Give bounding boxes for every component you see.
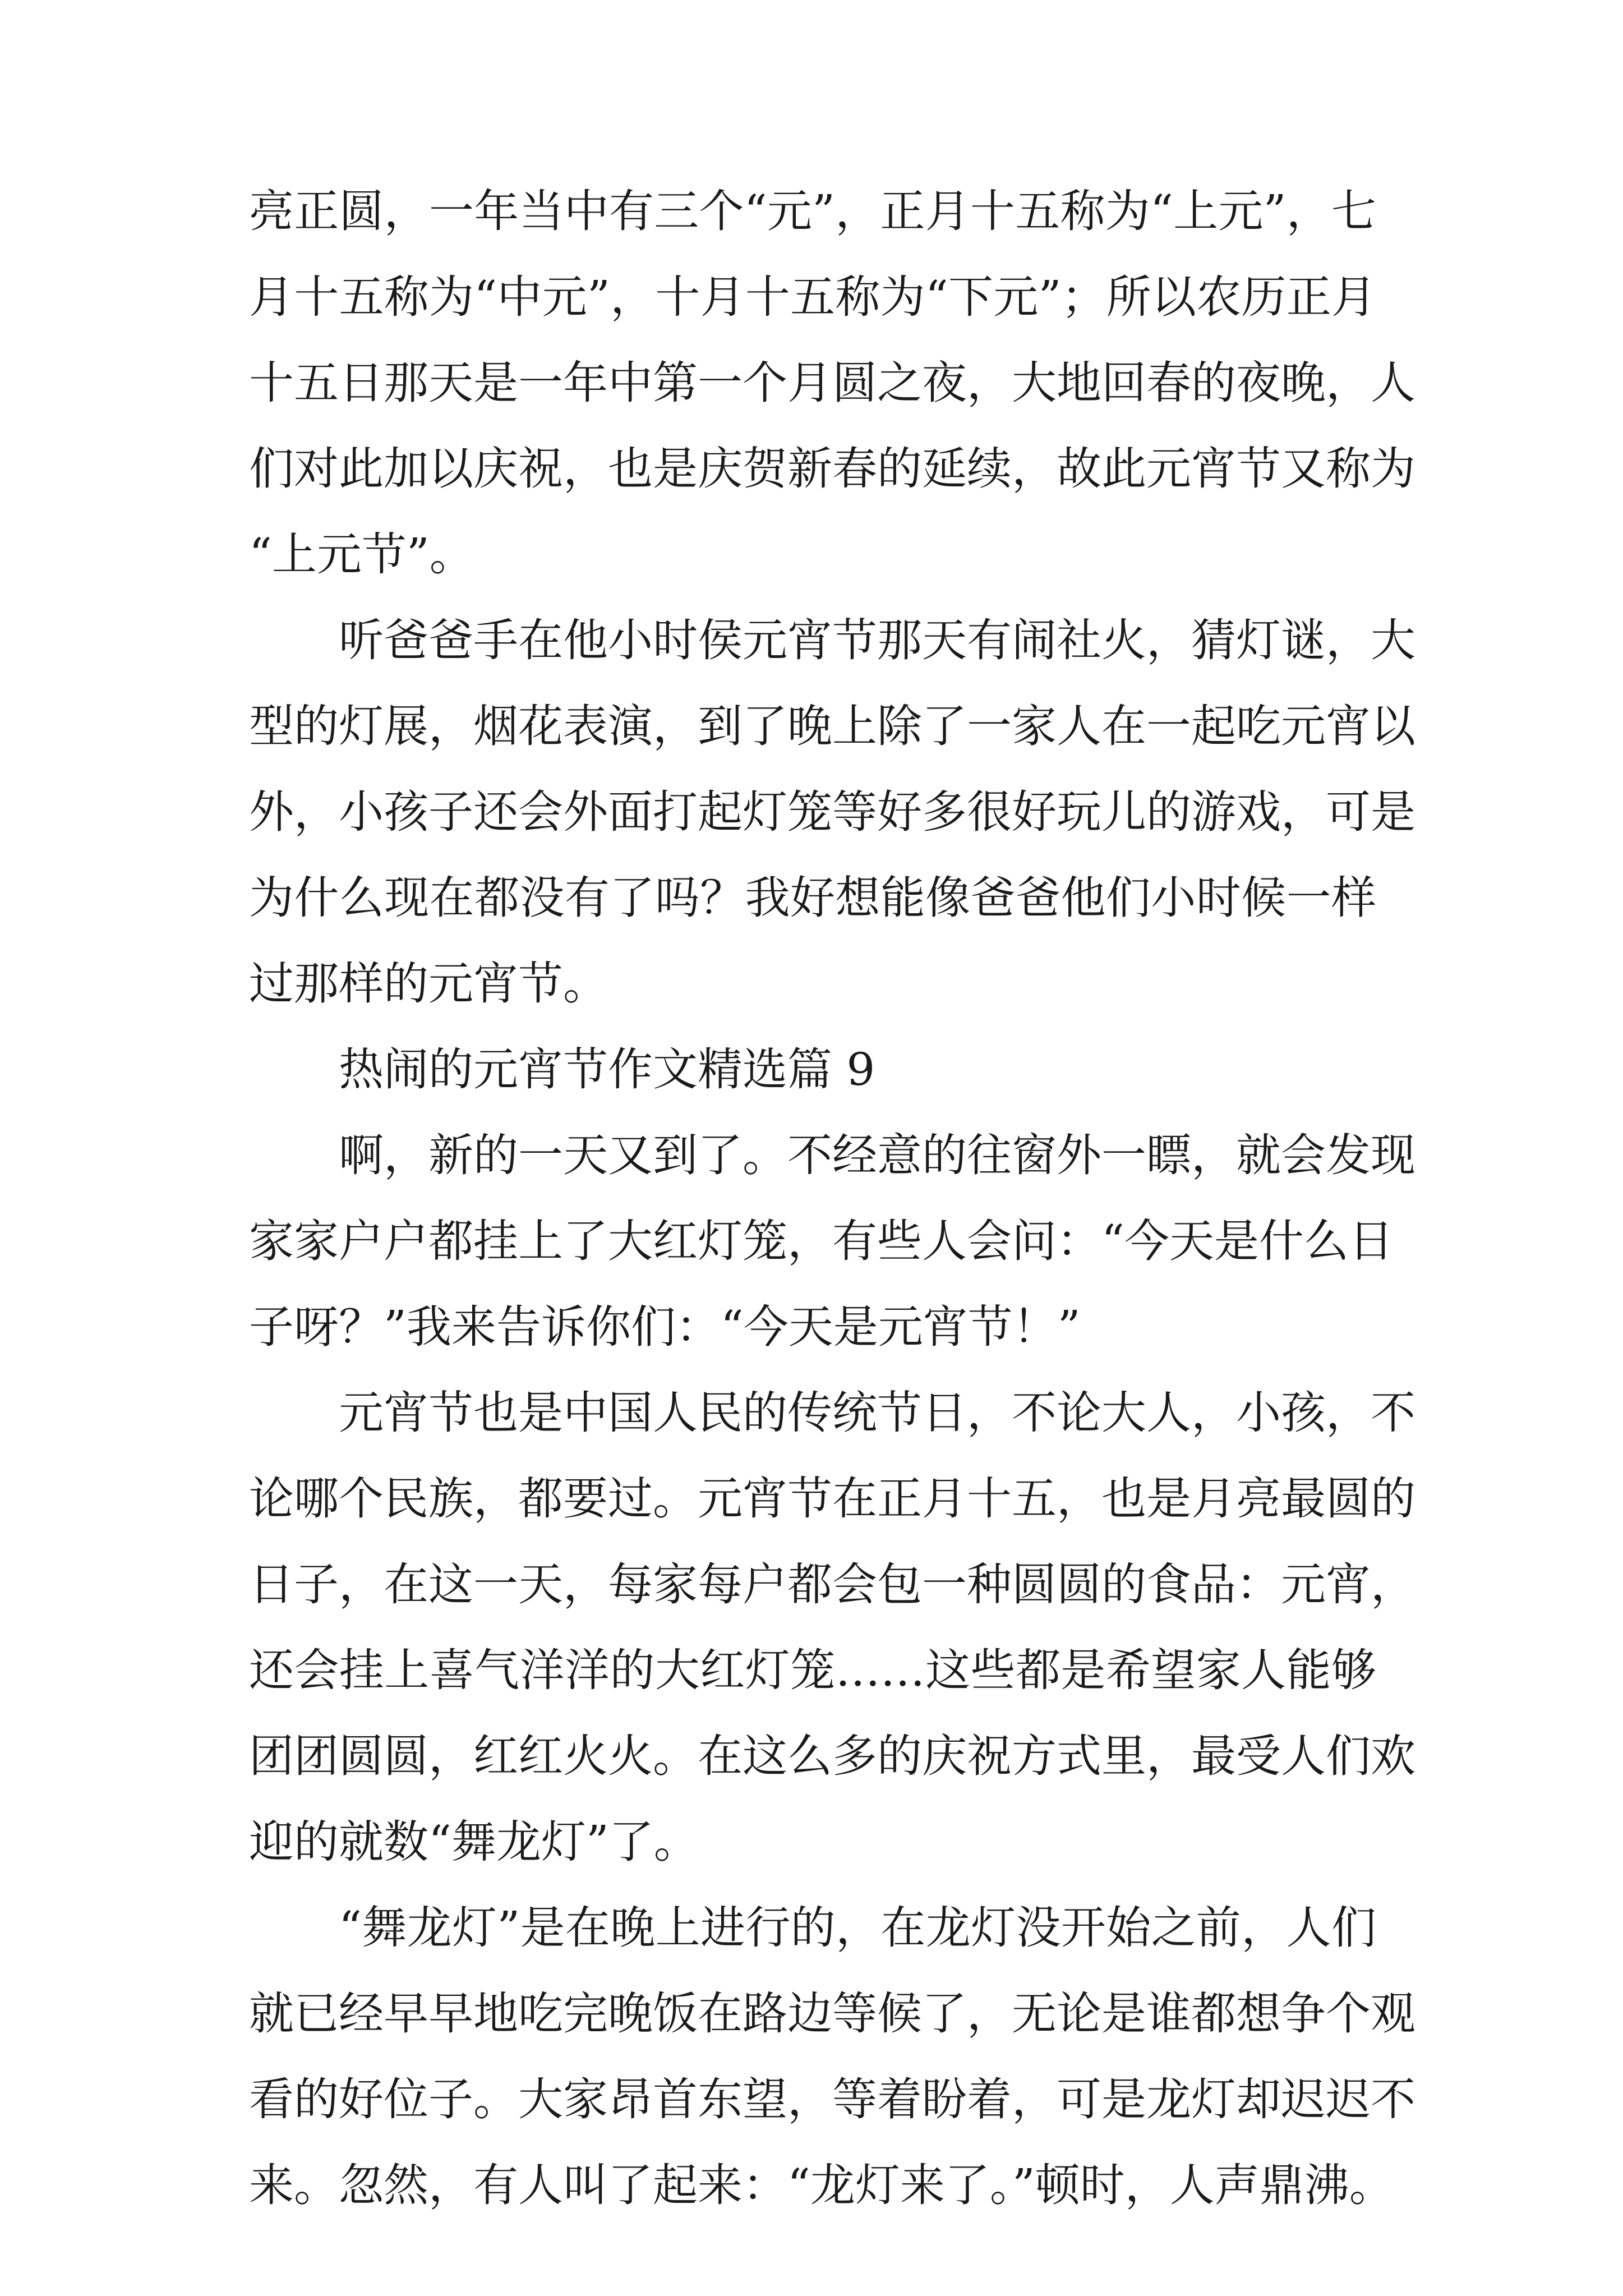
text-line: 团团圆圆，红红火火。在这么多的庆祝方式里，最受人们欢	[249, 1730, 1415, 1782]
text-line: “舞龙灯”是在晚上进行的，在龙灯没开始之前，人们	[339, 1902, 1376, 1954]
text-line: 外，小孩子还会外面打起灯笼等好多很好玩儿的游戏，可是	[249, 786, 1415, 838]
text-line: 啊，新的一天又到了。不经意的往窗外一瞟，就会发现	[339, 1129, 1415, 1181]
text-line: 为什么现在都没有了吗？我好想能像爸爸他们小时候一样	[249, 872, 1376, 924]
text-line: 家家户户都挂上了大红灯笼，有些人会问：“今天是什么日	[249, 1215, 1394, 1267]
text-line: “上元节”。	[249, 528, 474, 581]
text-line: 月十五称为“中元”，十月十五称为“下元”；所以农历正月	[249, 271, 1376, 323]
text-line: 迎的就数“舞龙灯”了。	[249, 1816, 699, 1868]
paragraph-3	[249, 1112, 1415, 1370]
heading-line: 热闹的元宵节作文精选篇 9	[339, 1043, 875, 1096]
text-line: 子呀？”我来告诉你们：“今天是元宵节！”	[249, 1301, 1081, 1353]
text-line: 十五日那天是一年中第一个月圆之夜，大地回春的夜晚，人	[249, 357, 1415, 409]
text-line: 们对此加以庆祝，也是庆贺新春的延续，故此元宵节又称为	[249, 443, 1415, 495]
text-line: 过那样的元宵节。	[249, 958, 608, 1010]
text-line: 论哪个民族，都要过。元宵节在正月十五，也是月亮最圆的	[249, 1473, 1415, 1525]
text-line: 日子，在这一天，每家每户都会包一种圆圆的食品：元宵，	[249, 1558, 1415, 1611]
document-body	[249, 168, 1415, 2228]
paragraph-5	[249, 1885, 1415, 2228]
text-line: 还会挂上喜气洋洋的大红灯笼……这些都是希望家人能够	[249, 1644, 1376, 1696]
text-line: 就已经早早地吃完晚饭在路边等候了，无论是谁都想争个观	[249, 1987, 1415, 2040]
paragraph-1	[249, 168, 1415, 597]
text-line: 型的灯展，烟花表演，到了晚上除了一家人在一起吃元宵以	[249, 700, 1415, 752]
text-line: 元宵节也是中国人民的传统节日，不论大人，小孩，不	[339, 1387, 1415, 1439]
text-line: 听爸爸手在他小时侯元宵节那天有闹社火，猜灯谜，大	[339, 614, 1415, 666]
paragraph-2	[249, 597, 1415, 1027]
text-line: 来。忽然，有人叫了起来：“龙灯来了。”顿时，人声鼎沸。	[249, 2159, 1394, 2211]
text-line: 看的好位子。大家昂首东望，等着盼着，可是龙灯却迟迟不	[249, 2073, 1415, 2125]
paragraph-4	[249, 1370, 1415, 1885]
section-heading	[249, 1027, 1376, 1112]
text-line: 亮正圆，一年当中有三个“元”，正月十五称为“上元”，七	[249, 185, 1376, 237]
